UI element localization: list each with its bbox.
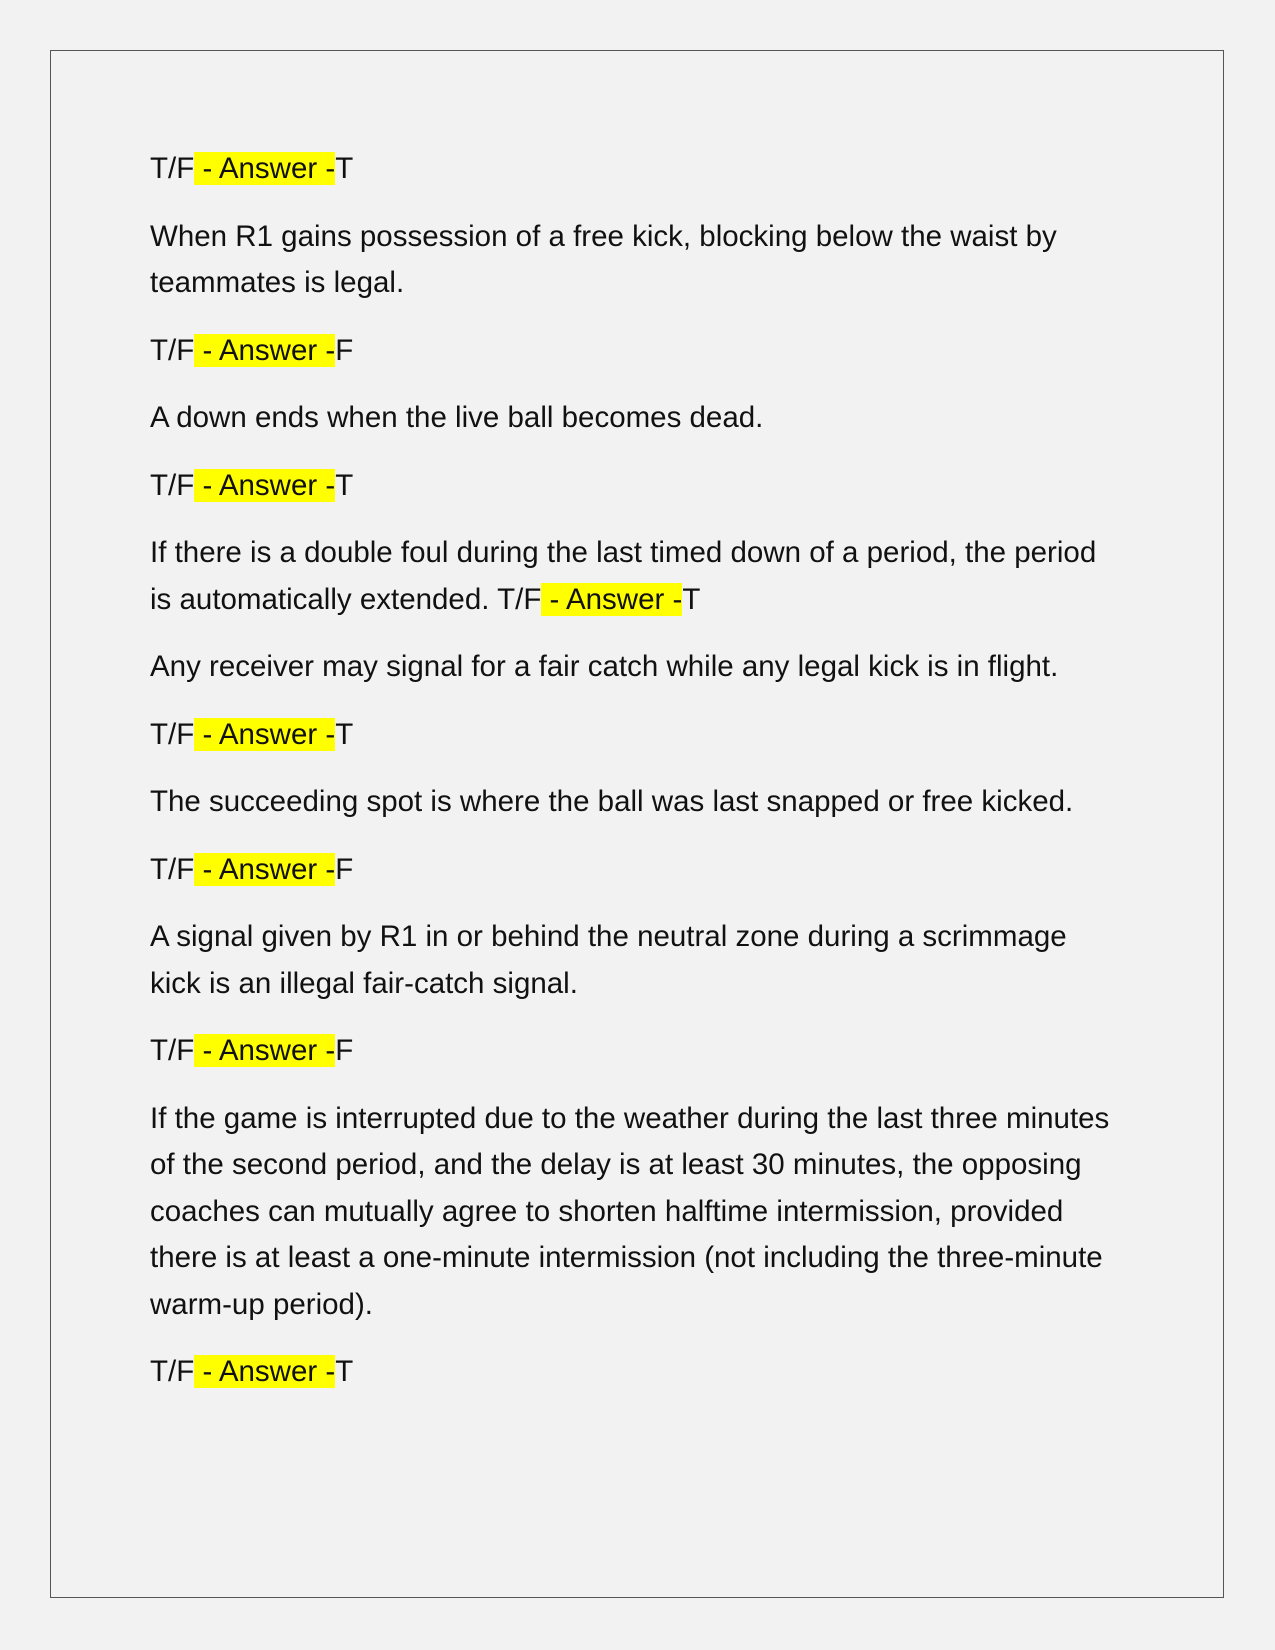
question-text: A signal given by R1 in or behind the neutral zone during a scrimmage kick is an illegal fair-catch signal. bbox=[150, 920, 1067, 1000]
answer-line: T/F - Answer -T bbox=[150, 152, 354, 185]
question-text: The succeeding spot is where the ball was last snapped or free kicked. bbox=[150, 785, 1074, 818]
document-body bbox=[150, 146, 1120, 1417]
answer-highlight: - Answer - bbox=[541, 582, 683, 616]
question-text: When R1 gains possession of a free kick, blocking below the waist by teammates is legal. bbox=[150, 219, 1057, 299]
answer-highlight: - Answer - bbox=[194, 333, 336, 367]
answer-value: F bbox=[335, 852, 354, 886]
answer-highlight: - Answer - bbox=[194, 468, 336, 502]
answer-highlight: - Answer - bbox=[194, 1355, 336, 1388]
answer-value: T bbox=[335, 152, 354, 185]
answer-highlight: - Answer - bbox=[194, 717, 336, 751]
question-text: If the game is interrupted due to the weather during the last three minutes of the second period, and the delay is at least 30 minutes, the opposing coaches can mutually agree to shorten halftime intermission, provided there is at least a one-minute intermission (not including the three-minute warm-up period). bbox=[150, 1101, 1110, 1321]
answer-value: T bbox=[335, 1355, 354, 1388]
answer-line: T/F - Answer -T bbox=[150, 1355, 354, 1388]
answer-value: F bbox=[335, 333, 354, 367]
answer-highlight: - Answer - bbox=[194, 152, 336, 185]
answer-line: T/F - Answer -T bbox=[150, 468, 354, 502]
answer-value: T bbox=[335, 717, 354, 751]
answer-line: T/F - Answer -T bbox=[150, 717, 354, 751]
answer-line: T/F - Answer -F bbox=[150, 333, 354, 367]
answer-value: T bbox=[682, 582, 701, 616]
answer-highlight: - Answer - bbox=[194, 852, 336, 886]
question-with-answer: If there is a double foul during the last timed down of a period, the period is automatically extended. T/F - Answer -T bbox=[150, 536, 1097, 616]
question-text: A down ends when the live ball becomes dead. bbox=[150, 401, 764, 434]
question-text: Any receiver may signal for a fair catch while any legal kick is in flight. bbox=[150, 650, 1059, 683]
answer-value: F bbox=[335, 1034, 354, 1067]
answer-value: T bbox=[335, 468, 354, 502]
answer-line: T/F - Answer -F bbox=[150, 1034, 354, 1067]
answer-line: T/F - Answer -F bbox=[150, 852, 354, 886]
answer-highlight: - Answer - bbox=[194, 1034, 336, 1067]
